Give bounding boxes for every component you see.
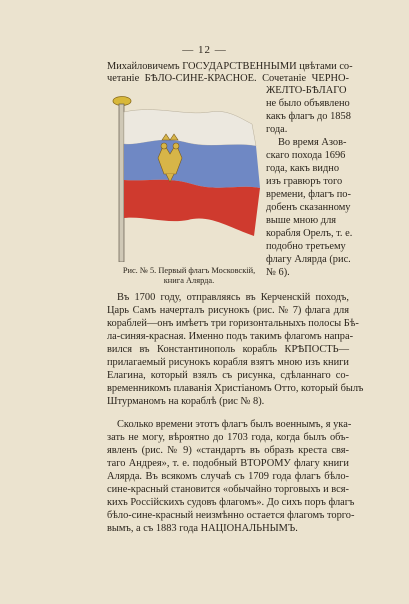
flag-pole xyxy=(119,104,124,262)
text-line: сине-красный становится «обычайно торговыхъ и вся- xyxy=(107,484,349,495)
text-line: кораблей—онъ имѣетъ три горизонтальныхъ полосы Бѣ- xyxy=(107,318,359,329)
text-line: зать не могу, вѣроятно до 1703 года, когда былъ объ- xyxy=(107,432,349,443)
text-line: года. xyxy=(266,124,288,135)
text-line: четаніе БѢЛО-СИНЕ-КРАСНОЕ. Сочетаніе ЧЕРНО- xyxy=(107,73,349,84)
text-line: ла-синяя-красная. Именно подъ такимъ флагомъ напра- xyxy=(107,331,354,342)
text-line: добенъ сказанному xyxy=(266,202,351,213)
text-line: года, какъ видно xyxy=(266,163,340,174)
text-line: кихъ Россійскихъ судовъ флагомъ». До сихъ поръ флагъ xyxy=(107,497,355,508)
text-line: бѣло-сине-красный неизмѣнно остается флагомъ торго- xyxy=(107,510,355,521)
text-line: ЖЕЛТО-БѢЛАГО xyxy=(266,85,347,96)
text-line: таго Андрея», т. е. подобный ВТОРОМУ флагу книги xyxy=(107,458,349,469)
text-line: корабля Орелъ, т. е. xyxy=(266,228,353,239)
flag-white-stripe xyxy=(124,110,256,146)
text-line: Михайловичемъ ГОСУДАРСТВЕННЫМИ цвѣтами со- xyxy=(107,61,353,72)
text-line: Елагина, который взялъ съ рисунка, сдѣланнаго со- xyxy=(107,370,349,381)
text-line: Во время Азов- xyxy=(278,137,347,148)
text-line: какъ флагъ до 1858 xyxy=(266,111,351,122)
text-line: явленъ (рис. № 9) «стандартъ въ образъ креста свя- xyxy=(107,445,349,456)
text-line: не было объявлено xyxy=(266,98,350,109)
text-line: вымъ, а съ 1883 года НАЦІОНАЛЬНЫМЪ. xyxy=(107,523,298,534)
text-line: скаго похода 1696 xyxy=(266,150,346,161)
flag-figure xyxy=(106,92,266,262)
caption-line: книга Алярда. xyxy=(163,276,215,285)
caption-line: Рис. № 5. Первый флагъ Московскій, xyxy=(122,266,256,275)
flag-red-stripe xyxy=(124,180,260,236)
figure-caption xyxy=(111,266,267,286)
text-line: вился въ Константинополь корабль КРѢПОСТЬ— xyxy=(107,344,349,355)
text-line: № 6). xyxy=(266,267,290,278)
text-line: выше мною для xyxy=(266,215,337,226)
text-line: Штурманомъ на кораблѣ (рис № 8). xyxy=(107,396,265,407)
text-line: Въ 1700 году, отправляясь въ Керченскій походъ, xyxy=(117,292,349,303)
text-line: Алярда. Въ всякомъ случаѣ съ 1709 года флагъ бѣло- xyxy=(107,471,349,482)
text-line: изъ гравюръ того xyxy=(266,176,343,187)
text-line: флагу Алярда (рис. xyxy=(266,254,351,265)
page-number: — 12 — xyxy=(182,44,227,56)
text-line: подобно третьему xyxy=(266,241,346,252)
text-line: Царь Самъ начерталъ рисунокъ (рис. № 7) флага для xyxy=(107,305,349,316)
text-line: времени, флагъ по- xyxy=(266,189,351,200)
text-line: прилагаемый рисунокъ корабля взятъ мною изъ книги xyxy=(107,357,349,368)
text-line: временникомъ плаванія Христіаномъ Отто, который былъ xyxy=(107,383,364,394)
text-line: Сколько времени этотъ флагъ былъ военнымъ, я ука- xyxy=(117,419,352,430)
